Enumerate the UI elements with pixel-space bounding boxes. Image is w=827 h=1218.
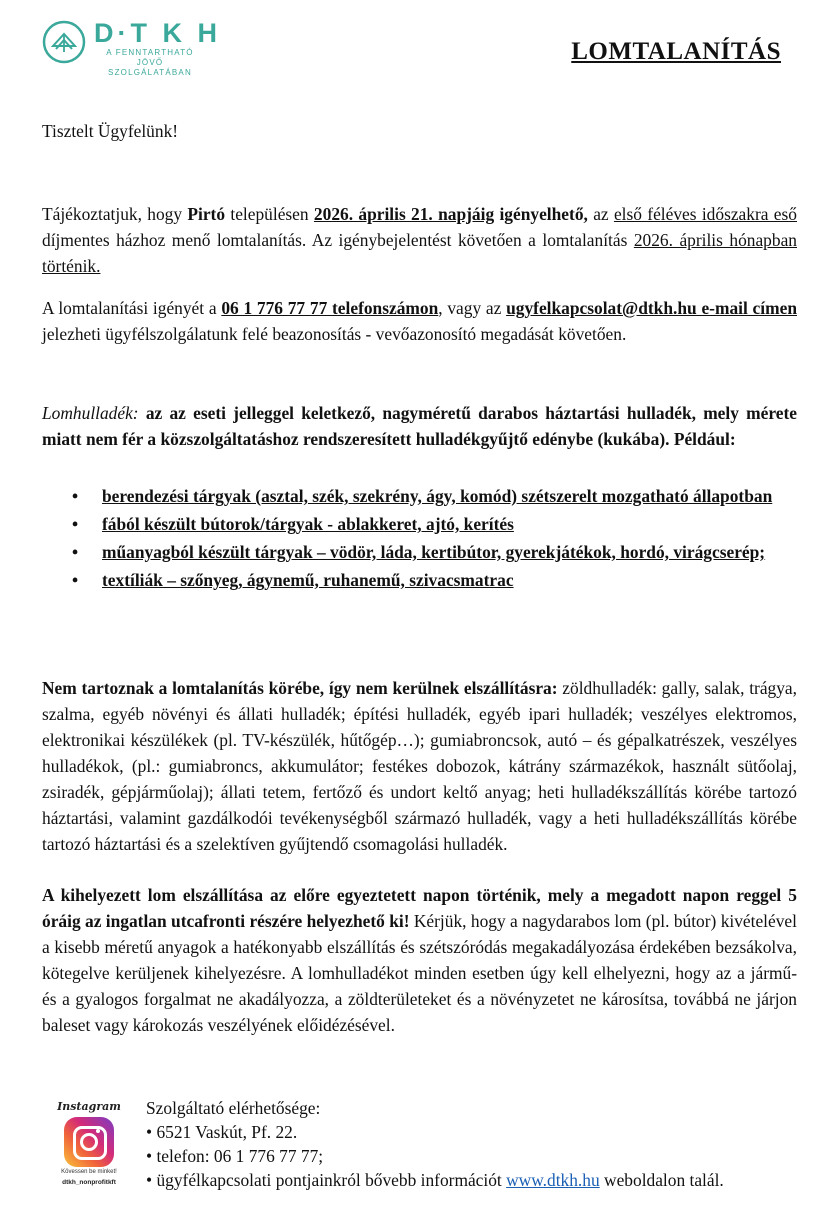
definition-paragraph — [42, 400, 797, 452]
deadline-verb: igényelhető, — [494, 204, 588, 224]
intro-text-3: az — [587, 204, 614, 224]
contact-text-3: jelezheti ügyfélszolgálatunk felé beazonosítás - vevőazonosító megadását követően. — [42, 324, 627, 344]
list-item — [42, 567, 797, 593]
instagram-icon[interactable] — [64, 1117, 114, 1167]
instagram-badge[interactable] — [52, 1100, 126, 1210]
collection-paragraph — [42, 882, 797, 1038]
contact-paragraph — [42, 295, 797, 347]
instagram-handle: dtkh_nonprofitkft — [62, 1179, 116, 1186]
phone-text: telefon: 06 1 776 77 77; — [156, 1146, 324, 1166]
example-text: berendezési tárgyak (asztal, szék, szekrény, ágy, komód) szétszerelt mozgatható állapotban — [102, 486, 773, 506]
bullet-icon: • — [72, 514, 79, 534]
provider-contact — [146, 1096, 776, 1192]
info-text-2: weboldalon talál. — [599, 1170, 724, 1190]
bullet-icon: • — [72, 542, 79, 562]
bullet-icon: • — [72, 486, 79, 506]
contact-info — [146, 1168, 776, 1192]
deadline-date: 2026. április 21. napjáig — [313, 204, 495, 224]
contact-address — [146, 1120, 776, 1144]
instagram-word: Instagram — [57, 1100, 121, 1113]
intro-text-2: településen — [225, 204, 314, 224]
website-link[interactable]: www.dtkh.hu — [506, 1170, 600, 1190]
email-address[interactable]: ugyfelkapcsolat@dtkh.hu e-mail címen — [506, 298, 797, 318]
settlement-name: Pirtó — [187, 204, 226, 224]
list-item — [42, 511, 797, 537]
contact-text-2: , vagy az — [438, 298, 507, 318]
dtkh-leaf-icon — [42, 20, 86, 64]
example-text: fából készült bútorok/tárgyak - ablakkeret, ajtó, kerítés — [102, 514, 514, 534]
month-text: 2026. április hónapban történik. — [42, 230, 797, 276]
collection-text: Kérjük, hogy a nagydarabos lom (pl. bútor) kivételével a kisebb méretű anyagok a hatékonyabb elszállítás és szétszóródás megakadályozása érdekében bezsákolva, kötegelve kerüljenek kihelyezésre. A lomhulladékot minden esetben úgy kell elhelyezni, hogy az a jármű- és a gyalogos forgalmat ne akadályozza, a zöldterületeket és a növényzetet ne károsítsa, továbbá ne járjon baleset vagy károkozás veszélyének előidézésével. — [42, 911, 797, 1035]
contact-heading: Szolgáltató elérhetősége: — [146, 1098, 321, 1118]
list-item — [42, 483, 797, 509]
example-text: textíliák – szőnyeg, ágynemű, ruhanemű, szivacsmatrac — [102, 570, 514, 590]
logo-tagline-2: SZOLGÁLATÁBAN — [108, 68, 192, 77]
instagram-follow-text: Kövessen be minket! — [61, 1169, 117, 1175]
intro-text-1: Tájékoztatjuk, hogy — [42, 204, 188, 224]
exclusions-text: zöldhulladék: gally, salak, trágya, szalma, egyéb növényi és állati hulladék; építési hulladék, egyéb ipari hulladék; veszélyes elektromos, elektronikai készülékek (pl. TV-készülék, hűtőgép…); gumiabroncsok, autó – és gépalkatrészek, veszélyes hulladékok, (pl.: gumiabroncs, akkumulátor; festékes dobozok, kátrány származékok, használt sütőolaj, zsiradék, gépjárműolaj); állati tetem, fertőző és undort keltő anyag; heti hulladékszállítás körébe tartozó háztartási, valamint gazdálkodói tevékenységből származó hulladék, vagy a heti hulladékszállítás körébe tartozó háztartási és a szelektíven gyűjtendő csomagolási hulladék. — [42, 678, 797, 854]
address-text: 6521 Vaskút, Pf. 22. — [156, 1122, 298, 1142]
intro-text-4: díjmentes házhoz menő lomtalanítás. Az igénybejelentést követően a lomtalanítás — [42, 230, 634, 250]
phone-number[interactable]: 06 1 776 77 77 telefonszámon — [221, 298, 439, 318]
list-item — [42, 539, 797, 565]
page-title: LOMTALANÍTÁS — [571, 38, 781, 65]
definition-term: Lomhulladék: — [42, 403, 139, 423]
exclusions-lead: Nem tartoznak a lomtalanítás körébe, így nem kerülnek elszállításra: — [42, 678, 558, 698]
period-text: első féléves időszakra eső — [613, 204, 797, 224]
bullet-icon: • — [146, 1122, 153, 1142]
example-text: műanyagból készült tárgyak – vödör, láda, kertibútor, gyerekjátékok, hordó, virágcserép; — [102, 542, 766, 562]
examples-list — [42, 483, 797, 595]
logo-tagline-1: A FENNTARTHATÓ JÖVŐ — [106, 48, 194, 67]
bullet-icon: • — [146, 1170, 153, 1190]
collection-lead: A kihelyezett lom elszállítása az előre egyeztetett napon történik, mely a megadott napon reggel 5 óráig az ingatlan utcafronti részére helyezhető ki! — [42, 885, 797, 931]
definition-text: az az eseti jelleggel keletkező, nagyméretű darabos háztartási hulladék, mely mérete miatt nem fér a közszolgáltatáshoz rendszeresített hulladékgyűjtő edénybe (kukába). Például: — [42, 403, 797, 449]
greeting: Tisztelt Ügyfelünk! — [42, 121, 179, 141]
intro-paragraph — [42, 201, 797, 279]
bullet-icon: • — [72, 570, 79, 590]
logo-name: D·T K H — [94, 18, 221, 48]
contact-phone — [146, 1144, 776, 1168]
bullet-icon: • — [146, 1146, 153, 1166]
exclusions-paragraph — [42, 675, 797, 857]
contact-text-1: A lomtalanítási igényét a — [42, 298, 222, 318]
info-text-1: ügyfélkapcsolati pontjainkról bővebb információt — [156, 1170, 507, 1190]
dtkh-logo — [40, 16, 240, 76]
